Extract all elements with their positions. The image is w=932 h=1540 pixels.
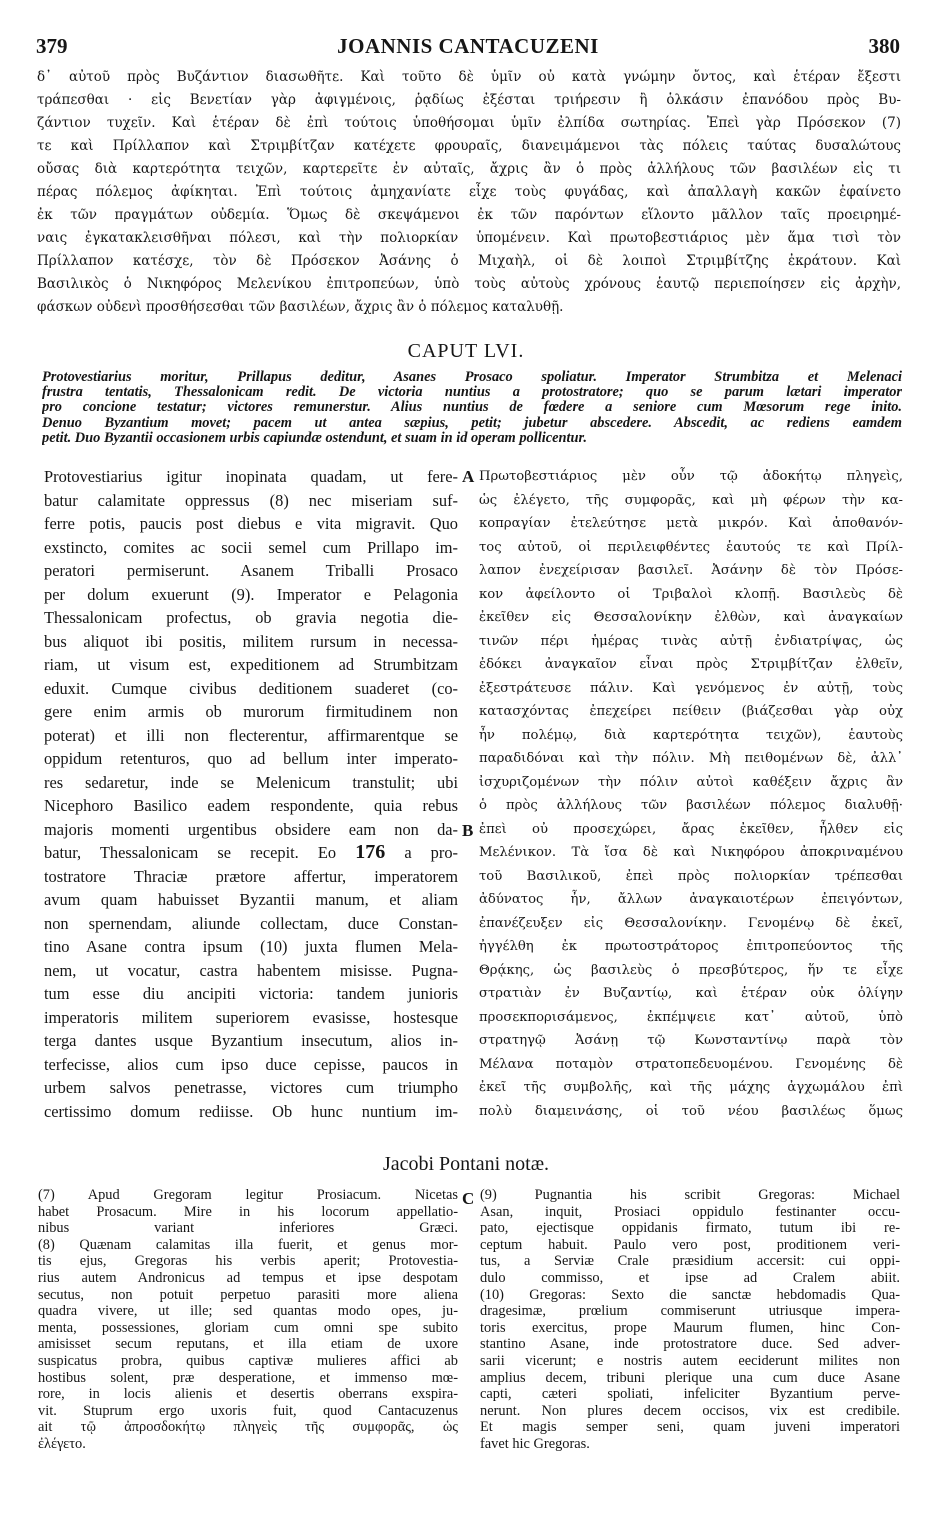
latin-column-line bbox=[44, 888, 458, 912]
latin-line-text: ferre potis, paucis post diebus e vita migravit. Quo bbox=[44, 514, 458, 533]
latin-line-text: tostratore Thraciæ prætore affertur, imperatorem bbox=[44, 866, 458, 886]
latin-line-text: majoris momenti urgentibus obsidere eam non da- bbox=[44, 819, 458, 839]
note-line: Et magis semper seni, quam juveni imperatori bbox=[480, 1419, 900, 1436]
greek-text-top bbox=[37, 66, 901, 319]
note-line: tus, a Serviæ Crale præsidium accersit: cui oppi- bbox=[480, 1253, 900, 1270]
greek-column-line: ἐδόκει ἀναγκαῖον εἶναι πρὸς Στριμβίτζαν ἐλθεῖν, bbox=[479, 657, 903, 672]
latin-column-line bbox=[44, 794, 458, 818]
latin-line-text: avum quam habuisset Byzantii manum, et aliam bbox=[44, 890, 458, 909]
latin-line-text: nem, ut vocatur, castra habentem misisse. Pugna- bbox=[44, 960, 458, 980]
note-line: stantino Asane, inde protostratore duce. Sed adver- bbox=[480, 1336, 900, 1353]
note-line: capti, cæteri spoliati, infeliciter Byzantium perve- bbox=[480, 1386, 900, 1403]
latin-line-text: oppidum retenturos, quo ad bellum inter imperato- bbox=[44, 749, 458, 768]
greek-column-line: ὡς ἐλέγετο, τῆς συμφορᾶς, καὶ μὴ φέρων τὴν κα- bbox=[479, 492, 903, 508]
note-line: quadra vivere, ut ille; sed quantas modo opes, ju- bbox=[38, 1303, 458, 1320]
latin-line-text: per dolum exuerunt (9). Imperator e Pelagonia bbox=[44, 584, 458, 604]
note-line: hostibus solent, præ desperatione, et immenso mœ- bbox=[38, 1369, 458, 1386]
note-line: amisisset secum reputans, et illa etiam de uxore bbox=[38, 1336, 458, 1353]
latin-line-text: imperatoris militem superiorem evasisse, hostesque bbox=[44, 1007, 458, 1027]
latin-line-text: certissimo domum rediisse. Ob hunc nuntium im- bbox=[44, 1101, 458, 1121]
note-line: Asan, inquit, Prosiaci oppidulo festinanter occu- bbox=[480, 1203, 900, 1220]
latin-line-continuation: a pro- bbox=[404, 843, 458, 862]
latin-line-text: batur, Thessalonicam se recepit. Eo bbox=[44, 843, 337, 862]
summary-line: pro concione testatur; victores remunerstur. Alius nuntius de fœdere a seniore cum Mœsorum rege inito. bbox=[42, 400, 902, 416]
greek-column-line: κοπραγίαν ἐτελεύτησε μετὰ μικρόν. Καὶ ἀποθανόν- bbox=[479, 516, 903, 531]
note-line: secutus, non potuit perpetuo parasiti more aliena bbox=[38, 1286, 458, 1303]
greek-column-line: Θρᾴκης, ὡς βασιλεὺς ὁ πρεσβύτερος, ἥν τε εἶχε bbox=[479, 962, 903, 978]
note-line: ceptum habuit. Paulo vero post, proditionem veri- bbox=[480, 1236, 900, 1253]
note-line: dulo commisso, et ipse ad Cralem abiit. bbox=[480, 1269, 900, 1286]
greek-column-line: κον ἀφείλοντο οἱ Τριβαλοὶ κλοπῇ. Βασιλεὺς δὲ bbox=[479, 586, 903, 602]
latin-column-line bbox=[44, 771, 458, 795]
greek-column-line: τοῦ Βασιλικοῦ, ἐπεὶ πρὸς πολιορκίαν τρέπεσθαι bbox=[479, 868, 903, 884]
greek-column-line: κατασχόντας ἐπεχείρει πείθειν (βιάζεσθαι γὰρ οὐχ bbox=[479, 704, 903, 719]
latin-column-line bbox=[44, 1053, 458, 1077]
latin-column-line bbox=[44, 536, 458, 560]
note-line: menta, possessiones, gloriam cum omni spe subito bbox=[38, 1319, 458, 1336]
greek-column-line: ἐκεῖθεν εἰς Θεσσαλονίκην ἐλθὼν, καὶ ἀναγκαίων bbox=[479, 610, 903, 625]
note-line: amplius decem, tribuni plerique una cum duce Asane bbox=[480, 1369, 900, 1386]
margin-marker-b: B bbox=[462, 821, 474, 840]
note-line: (10) Gregoras: Sexto die sanctæ hebdomadis Qua- bbox=[480, 1286, 900, 1303]
latin-column-line bbox=[44, 1029, 458, 1053]
latin-line-text: Nicephoro Basilico eadem respondente, quia rebus bbox=[44, 796, 458, 815]
latin-line-text: Thessalonicam profectus, ob gravia negotia die- bbox=[44, 608, 458, 627]
latin-column-line bbox=[44, 559, 458, 583]
latin-column-line bbox=[44, 912, 458, 936]
latin-column-line bbox=[44, 982, 458, 1006]
greek-column-line: ἀδύνατος ἦν, ἄλλων ἀναγκαιοτέρων ἐπειγόντων, bbox=[479, 892, 903, 907]
greek-column-line: ἠγγέλθη ἐκ πρωτοστράτορος ἐπιτροπεύοντος τῆς bbox=[479, 939, 903, 954]
greek-column-line: στρατηγῷ Ἀσάνῃ τῷ Κωνσταντίνῳ παρὰ τὸν bbox=[479, 1033, 903, 1048]
note-line: rius autem Andronicus ad tempus et ipse despotam bbox=[38, 1269, 458, 1286]
notes-left-column bbox=[38, 1187, 458, 1453]
note-line: suspicatus probra, quibus captivæ mulieres affici ab bbox=[38, 1352, 458, 1369]
greek-column-line: ἐκεῖ τῆς συμβολῆς, καὶ τῆς μάχης ἀγχωμάλου ἐπὶ bbox=[479, 1080, 903, 1095]
chapter-heading: CAPUT LVI. bbox=[407, 340, 525, 362]
greek-column-line: ἦν πολέμῳ, διὰ καρτερότητα τειχῶν), ἑαυτοὺς bbox=[479, 727, 903, 743]
note-line: (7) Apud Gregoram legitur Prosiacum. Nicetas bbox=[38, 1187, 458, 1203]
latin-line-text: riam, ut visum est, expeditionem ad Strumbitzam bbox=[44, 655, 458, 674]
summary-line: Protovestiarius moritur, Prillapus deditur, Asanes Prosaco spoliatur. Imperator Strumbitza et Melenaci bbox=[42, 370, 902, 385]
note-line: habet Prosacum. Mire in his locorum appellatio- bbox=[38, 1203, 458, 1220]
latin-line-text: tino Asane contra ipsum (10) juxta flumen Mela- bbox=[44, 937, 458, 956]
latin-column-line bbox=[44, 653, 458, 677]
latin-line-text: tum esse diu ancipiti victoria: tandem junioris bbox=[44, 984, 458, 1003]
latin-line-text: poterat) et illi non flecterentur, affirmarentque se bbox=[44, 725, 458, 745]
greek-text-line: τράπεσθαι · εἰς Βενετίαν γὰρ ἀφιγμένοις, ῥᾳδίως ἐξέσται τριήρεσιν ἢ ὁλκάσιν ἐπανόδου πρὸς Βυ- bbox=[37, 92, 901, 108]
summary-line: petit. Duo Byzantii occasionem urbis capiundæ ostendunt, et suam in id operam pollicentur. bbox=[42, 430, 587, 446]
latin-column-line bbox=[44, 818, 458, 842]
note-line: pato, ejectisque oppidanis firmato, tutum ibi re- bbox=[480, 1220, 900, 1237]
latin-column-line bbox=[44, 1100, 458, 1124]
greek-column-line: τινῶν πέρι ἡμέρας τινὰς αὐτῇ ἐνδιατρίψας, ὡς bbox=[479, 633, 903, 649]
latin-column-line bbox=[44, 465, 458, 489]
latin-line-text: exstincto, comites ac socii semel cum Prillapo im- bbox=[44, 537, 458, 557]
notes-right-column bbox=[480, 1187, 900, 1453]
greek-column-line: λαπον ἐνεχείρισαν βασιλεῖ. Ἀσάνην δὲ τὸν Πρόσε- bbox=[479, 563, 903, 578]
greek-column-line: Πρωτοβεστιάριος μὲν οὖν τῷ ἀδοκήτῳ πληγεὶς, bbox=[479, 469, 903, 484]
latin-line-text: terfecisse, alios cum ipso duce cepisse, paucos in bbox=[44, 1054, 458, 1074]
latin-column-line bbox=[44, 841, 458, 865]
note-line: nibus variant inferiores Græci. bbox=[38, 1220, 458, 1237]
margin-marker-c: C bbox=[462, 1189, 475, 1208]
latin-line-text: urbem salvos penetrasse, victores cum triumpho bbox=[44, 1078, 458, 1097]
note-line: tis ejus, Gregoras his verbis aperit; Protovestia- bbox=[38, 1253, 458, 1270]
latin-column-line bbox=[44, 724, 458, 748]
latin-column-line bbox=[44, 677, 458, 701]
greek-column-line: ἰσχυριζομένων τὴν πόλιν αὐτοὶ καθέξειν ἄχρις ἂν bbox=[479, 774, 903, 790]
greek-column-line: ἐξεστράτευσε πάλιν. Καὶ γενόμενος ἐν αὐτῇ, τοὺς bbox=[479, 680, 903, 696]
latin-column-line bbox=[44, 935, 458, 959]
note-line: nerunt. Non plures decem occisos, vix est credibile. bbox=[480, 1402, 900, 1419]
latin-column-line bbox=[44, 512, 458, 536]
greek-column bbox=[479, 465, 903, 1123]
note-line: toris exercitus, prope Maurum flumen, hinc Con- bbox=[480, 1319, 900, 1336]
note-line: favet hic Gregoras. bbox=[480, 1435, 590, 1452]
greek-column-line: ἐπανέζευξεν εἰς Θεσσαλονίκην. Γενομένῳ δὲ ἐκεῖ, bbox=[479, 915, 903, 931]
greek-column-line: προσεκπορισάμενος, ἐκπέμψειε κατ᾽ αὐτοῦ, ὑπὸ bbox=[479, 1009, 903, 1025]
latin-column-line bbox=[44, 1076, 458, 1100]
greek-text-line: οὔσας διὰ καρτερότητα τειχῶν, καρτερεῖτε ἐν αὐταῖς, ἄχρις ἂν ὁ πρὸς ἀλλήλους τῶν βασιλέων εἰς τι bbox=[37, 161, 901, 177]
page-number-left: 379 bbox=[36, 34, 68, 58]
running-title: JOANNIS CANTACUZENI bbox=[337, 34, 599, 58]
latin-line-text: peratori permiserunt. Asanem Triballi Prosaco bbox=[44, 561, 458, 580]
chapter-summary bbox=[42, 370, 902, 446]
latin-line-text: gere enim armis ob murorum firmitudinem non bbox=[44, 702, 458, 721]
note-line: (9) Pugnantia his scribit Gregoras: Michael bbox=[480, 1187, 900, 1203]
latin-column-line bbox=[44, 865, 458, 889]
greek-text-line: ἐκ τῶν πραγμάτων οὐδεμία. Ὅμως δὲ σκεψάμενοι ἐκ τῶν παρόντων εἵλοντο μᾶλλον ταῖς προειρημέ- bbox=[37, 207, 901, 223]
latin-line-text: terga dantes usque Byzantium insecutum, alios in- bbox=[44, 1031, 458, 1050]
margin-marker-a: A bbox=[462, 467, 475, 486]
greek-column-line: Μέλανα ποταμὸν στρατοπεδευομένου. Γενομένης δὲ bbox=[479, 1056, 903, 1072]
page-header bbox=[36, 34, 900, 64]
summary-line: frustra tentatis, Thessalonicam redit. De victoria nuntius a protostratore; quo se parum lætari imperator bbox=[42, 385, 902, 401]
latin-column-line bbox=[44, 583, 458, 607]
greek-column-line: στρατιὰν ἐν Βυζαντίῳ, καὶ ἑτέραν οὐκ ὀλίγην bbox=[479, 986, 903, 1001]
greek-column-line: ὁ πρὸς ἀλλήλους τῶν βασιλέων πόλεμος διαλυθῇ· bbox=[479, 798, 903, 813]
note-line: ἐλέγετο. bbox=[38, 1435, 86, 1452]
notes-heading: Jacobi Pontani notæ. bbox=[382, 1153, 550, 1175]
greek-text-line: τε καὶ Πρίλλαπον καὶ Στριμβίτζαν κατέχετε φρουραῖς, διανειμάμενοι τὰς πόλεις ταύτας δυσαλώτους bbox=[37, 138, 901, 154]
latin-line-text: batur calamitate oppressus (8) nec miseriam suf- bbox=[44, 490, 458, 510]
latin-column-line bbox=[44, 747, 458, 771]
latin-column-line bbox=[44, 489, 458, 513]
inline-page-number: 176 bbox=[355, 841, 386, 863]
note-line: sarii vicerunt; e nostris autem eeciderunt milites non bbox=[480, 1352, 900, 1369]
latin-column-line bbox=[44, 959, 458, 983]
greek-column-line: Μελένικον. Τὰ ἴσα δὲ καὶ Νικηφόρου ἀποκριναμένου bbox=[479, 845, 903, 860]
latin-column-line bbox=[44, 606, 458, 630]
greek-text-line: Βασιλικὸς ὁ Νικηφόρος Μελενίκου ἐπιτροπεύων, ὑπὸ τοὺς αὐτοὺς χρόνους ἑαυτῷ περιεποίησεν εἰς ἀρχὴν, bbox=[37, 276, 901, 292]
latin-column-line bbox=[44, 1006, 458, 1030]
note-line: (8) Quænam calamitas illa fuerit, et genus mor- bbox=[38, 1236, 458, 1253]
note-line: vit. Stuprum ergo uxoris fuit, quod Cantacuzenus bbox=[38, 1402, 458, 1419]
greek-column-line: παραδιδόναι καὶ τὴν πόλιν. Μὴ πειθομένων δὲ, ἀλλ᾽ bbox=[479, 751, 903, 766]
latin-line-text: bus aliquot ibi positis, militem rursum in necessa- bbox=[44, 631, 458, 651]
latin-column-line bbox=[44, 700, 458, 724]
note-line: dragesimæ, prœlium commiserunt utriusque impera- bbox=[480, 1303, 900, 1320]
page-number-right: 380 bbox=[868, 34, 900, 58]
latin-column bbox=[44, 465, 458, 1123]
note-line: rore, in locis alienis et desertis oberrans exspira- bbox=[38, 1386, 458, 1403]
greek-column-line: πολὺ διαμεινάσης, οἱ τοῦ νέου βασιλέως ὅμως bbox=[479, 1103, 903, 1119]
latin-line-text: Protovestiarius igitur inopinata quadam, ut fere- bbox=[44, 467, 458, 486]
greek-text-line: πέρας πόλεμος ἀφίκηται. Ἐπὶ τούτοις ἀμηχανίατε εἶχε τοὺς φυγάδας, καὶ ἀπαλλαγὴ κακῶν ἐφαίνετο bbox=[37, 184, 901, 200]
greek-text-line: Πρίλλαπον κατέσχε, τὸν δὲ Πρόσεκον Ἀσάνης ὁ Μιχαὴλ, οἱ δὲ λοιποὶ Στριμβίτζης ἐκράτουν. Καὶ bbox=[37, 253, 901, 269]
latin-line-text: eduxit. Cumque civibus deditionem suaderet (co- bbox=[44, 678, 458, 698]
greek-column-line: τος αὐτοῦ, οἱ περιλειφθέντες ἑαυτούς τε καὶ Πρίλ- bbox=[479, 539, 903, 555]
latin-line-text: non spernendam, aliunde collectam, duce Constan- bbox=[44, 913, 458, 933]
greek-column-line: ἐπεὶ οὐ προσεχώρει, ἄρας ἐκεῖθεν, ἦλθεν εἰς bbox=[479, 821, 903, 837]
greek-text-line: φάσκων οὐδενὶ προσθήσεσθαι τῶν βασιλέων, ἄχρις ἂν ὁ πόλεμος καταλυθῇ. bbox=[37, 299, 564, 315]
note-line: ait τῷ ἀπροσδοκήτῳ πληγεὶς τῆς συμφορᾶς, ὡς bbox=[38, 1419, 458, 1436]
latin-line-text: res sedaretur, inde se Melenicum transtulit; ubi bbox=[44, 772, 458, 792]
greek-text-line: δ᾽ αὐτοῦ πρὸς Βυζάντιον διασωθῆτε. Καὶ τοῦτο δὲ ὑμῖν οὐ κατὰ γνώμην ὄντος, καὶ ἑτέραν ἔξεστι bbox=[37, 69, 901, 85]
latin-column-line bbox=[44, 630, 458, 654]
greek-text-line: ναις ἐγκατακλεισθῆναι πόλεσι, καὶ τὴν πολιορκίαν ὑπομένειν. Καὶ πρωτοβεστιάριος μὲν ἅμα τισὶ τὸν bbox=[37, 230, 901, 246]
summary-line: Denuo Byzantium movet; pacem ut antea sæpius, petit; jubetur abscedere. Abscedit, ac rediens eamdem bbox=[42, 415, 902, 431]
greek-text-line: ζάντιον τυχεῖν. Καὶ ἑτέραν δὲ ἐπὶ τούτοις ὑποθήσομαι ὑμῖν ἐλπίδα σωτηρίας. Ἐπεὶ γὰρ Πρόσεκον (7) bbox=[37, 115, 901, 131]
